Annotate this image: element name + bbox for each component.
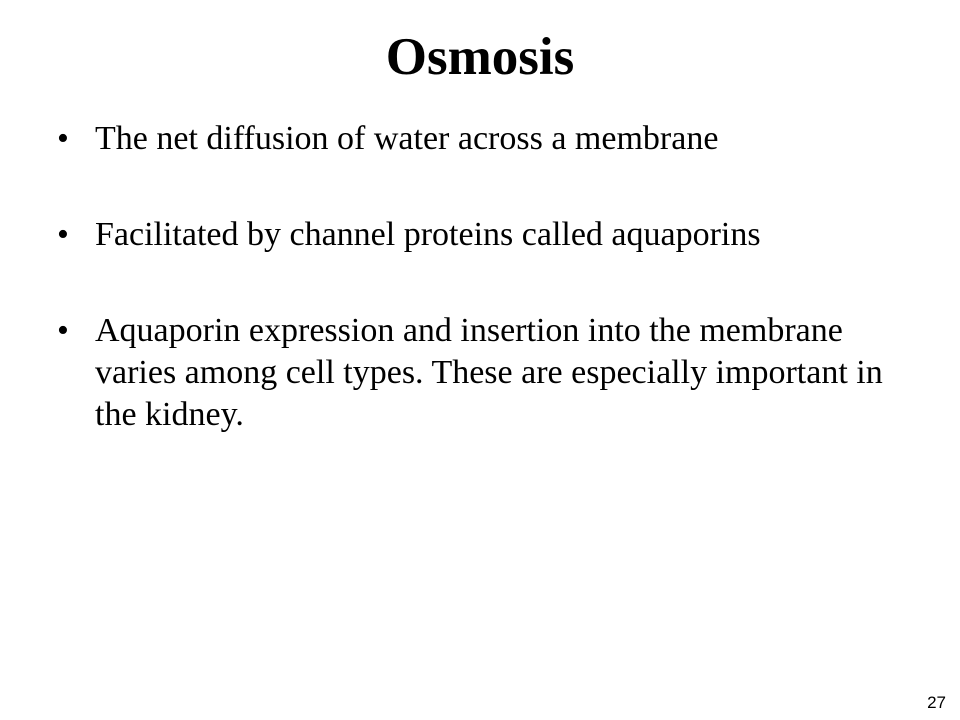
bullet-item <box>57 214 917 256</box>
bullet-marker: • <box>57 216 69 253</box>
slide-number: 27 <box>927 693 946 712</box>
bullet-text: Facilitated by channel proteins called aquaporins <box>95 216 761 253</box>
slide-title: Osmosis <box>385 28 575 86</box>
bullet-marker: • <box>57 312 69 349</box>
bullet-marker: • <box>57 120 69 157</box>
bullet-text: The net diffusion of water across a membrane <box>95 120 719 157</box>
bullet-item <box>57 310 917 436</box>
bullet-item <box>57 118 917 160</box>
bullet-text: Aquaporin expression and insertion into the membrane varies among cell types. These are especially important in the kidney. <box>95 312 883 433</box>
bullet-list <box>57 118 917 436</box>
